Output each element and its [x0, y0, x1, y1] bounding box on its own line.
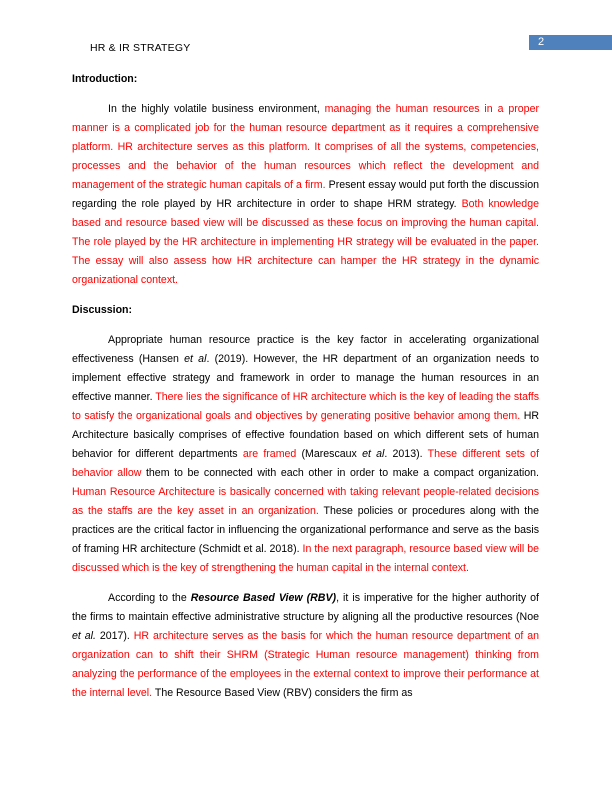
text-run: According to the	[108, 592, 191, 604]
text-run: Appropriate human resource practice is the key factor in accelerating organizational effectiveness (Hansen	[72, 334, 539, 365]
introduction-paragraph	[72, 100, 539, 290]
text-run: In the highly volatile business environment,	[108, 103, 325, 115]
introduction-heading: Introduction:	[72, 73, 138, 85]
discussion-paragraph-1	[72, 331, 539, 578]
citation-italic: et al.	[72, 630, 96, 642]
document-body	[72, 70, 539, 714]
text-run: The Resource Based View (RBV) considers the firm as	[152, 687, 413, 699]
highlighted-text: Both knowledge based and resource based view will be discussed as these focus on improving the human capital. The role played by the HR architecture in implementing HR strategy will be evaluated in the paper. The essay will also assess how HR architecture can hamper the HR strategy in the dynamic organizational context.	[72, 198, 539, 286]
highlighted-text: are framed	[242, 448, 297, 460]
discussion-paragraph-2	[72, 589, 539, 703]
text-run: These policies or procedures along with the practices are the critical factor in influencing the organizational performance and serve as the basis of framing HR architecture (Schmidt et al. 2018).	[72, 505, 540, 555]
page-number: 2	[538, 36, 545, 48]
text-run: 2017).	[95, 630, 134, 642]
highlighted-text: Human Resource Architecture is basically concerned with taking relevant people-related decisions as the staffs are the key asset in an organization.	[72, 486, 539, 517]
text-run: , it is imperative for the higher authority of the firms to maintain effective administrative structure by aligning all the productive resources (Noe	[72, 592, 539, 623]
discussion-heading: Discussion:	[72, 304, 133, 316]
text-run: (Marescaux	[296, 448, 363, 460]
highlighted-text: These different sets of behavior allow	[72, 448, 540, 479]
running-header: HR & IR STRATEGY	[90, 42, 191, 54]
page-number-badge	[529, 35, 612, 50]
highlighted-text: There lies the significance of HR architecture which is the key of leading the staffs to satisfy the organizational goals and objectives by generating positive behavior among them.	[72, 391, 539, 422]
text-run: HR Architecture basically comprises of effective foundation based on which different sets of human behavior for different departments	[72, 410, 539, 460]
text-run: . (2019). However, the HR department of an organization needs to implement effective strategy and framework in order to manage the human resources in an effective manner.	[72, 353, 539, 403]
highlighted-text: HR architecture serves as the basis for which the human resource department of an organization can to shift their SHRM (Strategic Human resource management) thinking from analyzing the performance of the employees in the external context to improve their performance at the internal level.	[72, 630, 539, 699]
text-run: them to be connected with each other in order to make a compact organization.	[141, 467, 539, 479]
bold-italic-term: Resource Based View (RBV)	[190, 592, 337, 604]
text-run: . 2013).	[384, 448, 428, 460]
citation-italic: et al	[362, 448, 385, 460]
highlighted-text: managing the human resources in a proper manner is a complicated job for the human resource department as it requires a comprehensive platform. HR architecture serves as this platform. It comprises of all the systems, competencies, processes and the behavior of the human resources which reflect the development and management of the strategic human capitals of a firm.	[72, 103, 539, 191]
text-run: Present essay would put forth the discussion regarding the role played by HR architecture in order to shape HRM strategy.	[72, 179, 539, 210]
highlighted-text: In the next paragraph, resource based view will be discussed which is the key of strengthening the human capital in the internal context.	[72, 543, 540, 574]
citation-italic: et al	[184, 353, 207, 365]
